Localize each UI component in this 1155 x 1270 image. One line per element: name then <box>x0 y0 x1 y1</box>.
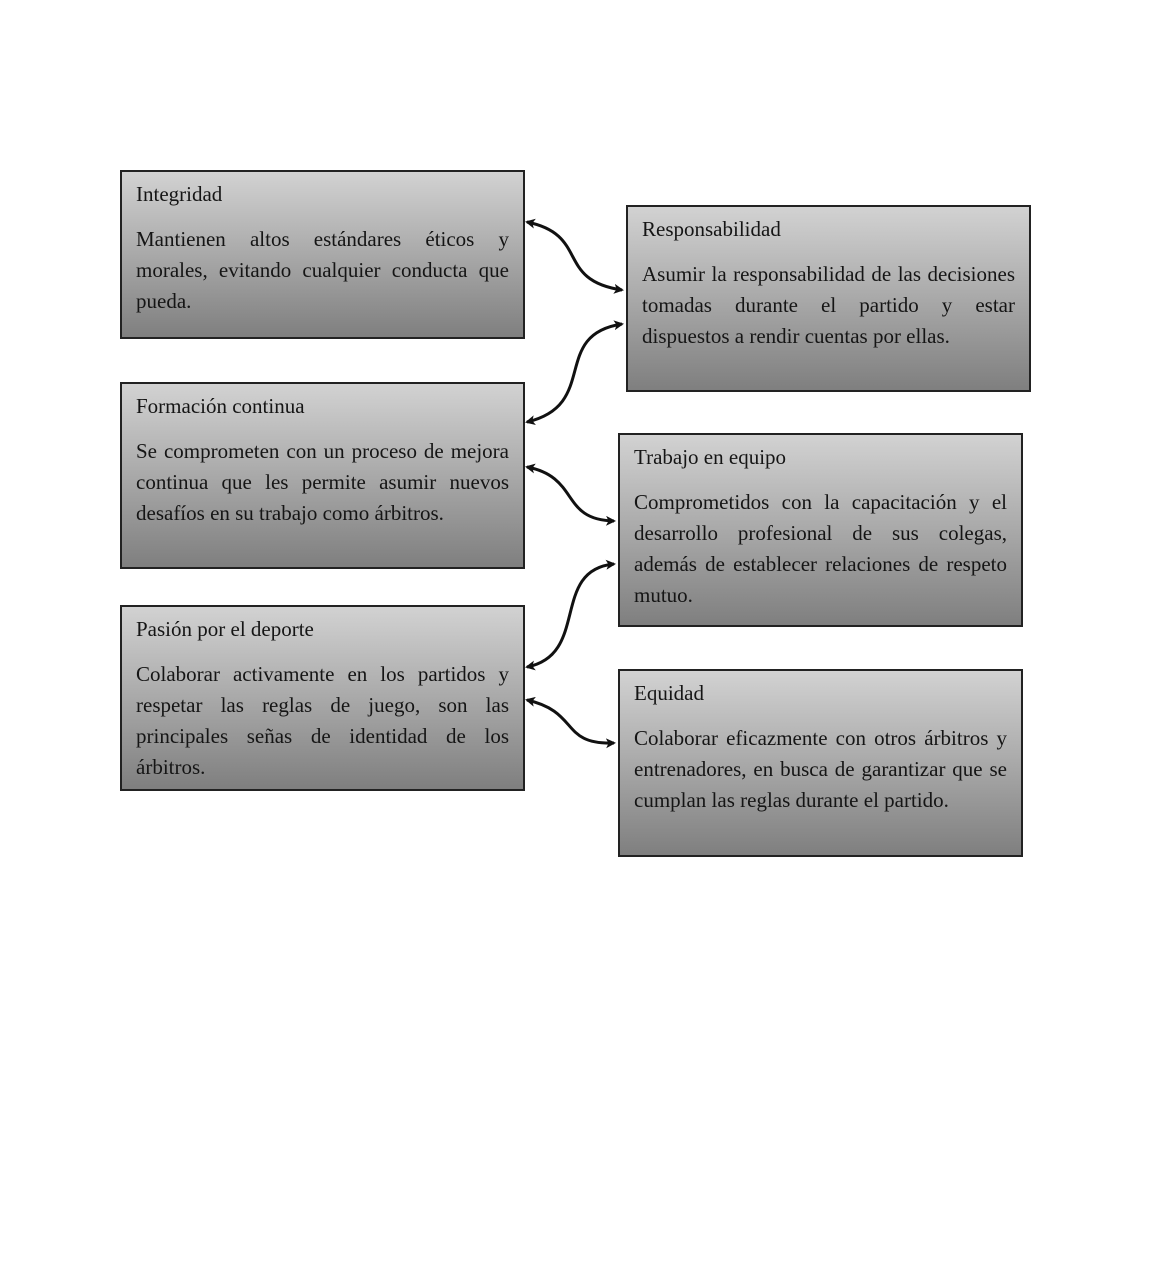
arrow-formacion-trabajo <box>527 467 614 521</box>
box-trabajo-en-equipo-text: Comprometidos con la capacitación y el desarrollo profesional de sus colegas, además de establecer relaciones de respeto mutuo. <box>634 490 1007 607</box>
box-integridad-title: Integridad <box>136 182 223 206</box>
arrow-integridad-responsabilidad <box>527 222 622 290</box>
box-responsabilidad-title: Responsabilidad <box>642 217 781 241</box>
box-pasion-por-el-deporte <box>120 605 525 791</box>
box-integridad-text: Mantienen altos estándares éticos y morales, evitando cualquier conducta que pueda. <box>136 227 509 313</box>
box-formacion-continua-title: Formación continua <box>136 394 305 418</box>
arrow-pasion-trabajo <box>527 564 614 667</box>
box-trabajo-en-equipo-title: Trabajo en equipo <box>634 445 787 469</box>
box-equidad-text: Colaborar eficazmente con otros árbitros y entrenadores, en busca de garantizar que se cumplan las reglas durante el partido. <box>634 726 1007 812</box>
box-responsabilidad <box>626 205 1031 392</box>
box-trabajo-en-equipo <box>618 433 1023 627</box>
arrow-pasion-equidad <box>527 700 614 743</box>
box-equidad <box>618 669 1023 857</box>
box-formacion-continua <box>120 382 525 569</box>
box-equidad-title: Equidad <box>634 681 704 705</box>
box-formacion-continua-text: Se comprometen con un proceso de mejora continua que les permite asumir nuevos desafíos en su trabajo como árbitros. <box>136 439 509 525</box>
box-responsabilidad-text: Asumir la responsabilidad de las decisiones tomadas durante el partido y estar dispuestos a rendir cuentas por ellas. <box>642 262 1015 348</box>
box-pasion-por-el-deporte-text: Colaborar activamente en los partidos y respetar las reglas de juego, son las principales señas de identidad de los árbitros. <box>136 662 509 779</box>
box-pasion-por-el-deporte-title: Pasión por el deporte <box>136 617 314 641</box>
box-integridad <box>120 170 525 339</box>
arrow-formacion-responsabilidad <box>527 324 622 422</box>
